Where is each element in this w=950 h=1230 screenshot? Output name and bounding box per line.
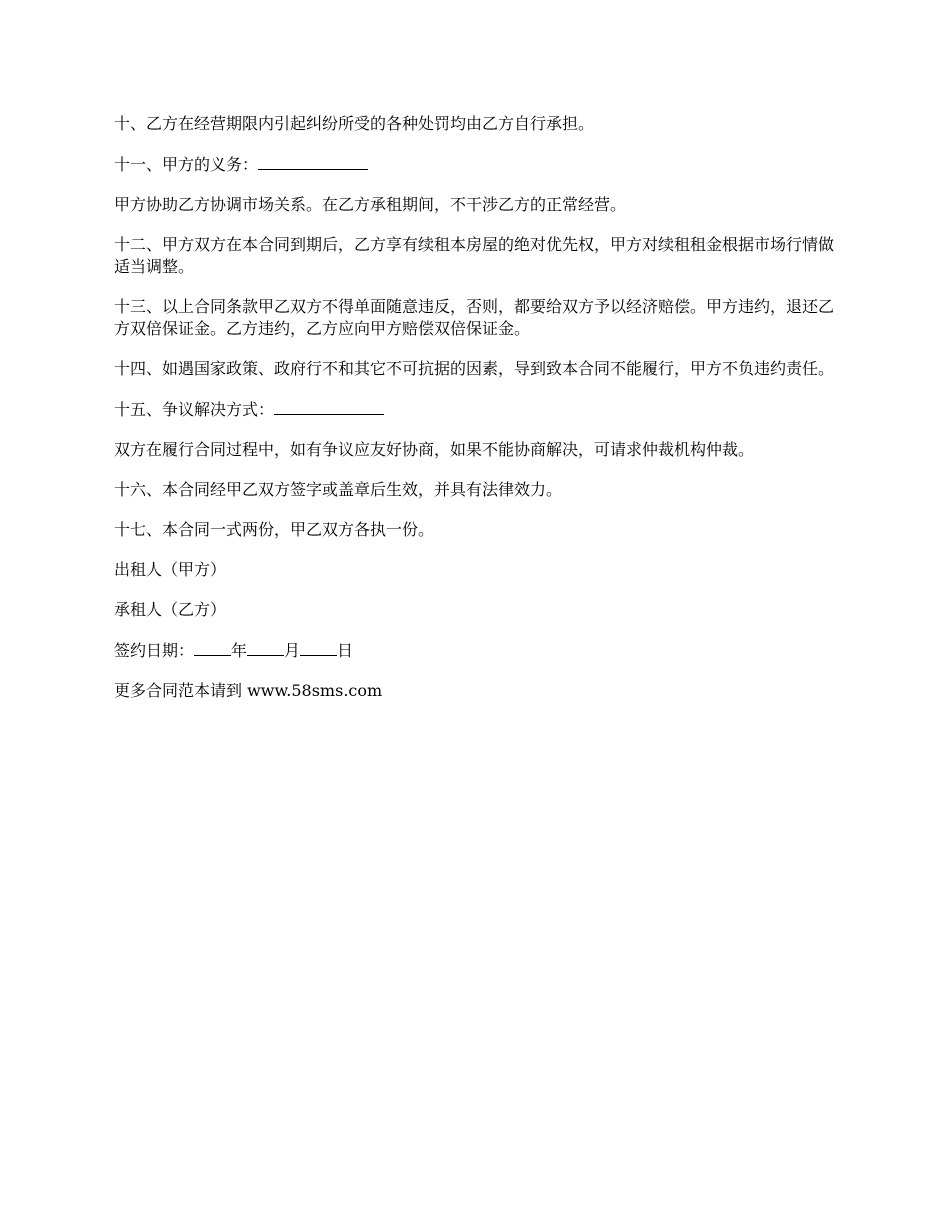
month-label: 月 [284, 641, 301, 660]
day-blank [300, 639, 337, 656]
lessor-label: 出租人（甲方） [114, 560, 227, 579]
footer-note: 更多合同范本请到 www.58sms.com [114, 681, 383, 700]
month-blank [247, 639, 284, 656]
clause-15-blank [274, 398, 384, 415]
clause-17: 十七、本合同一式两份，甲乙双方各执一份。 [114, 520, 435, 539]
clause-11-blank [258, 153, 368, 170]
clause-15-body: 双方在履行合同过程中，如有争议应友好协商，如果不能协商解决，可请求仲裁机构仲裁。 [114, 440, 755, 459]
year-blank [194, 639, 231, 656]
clause-15 [114, 398, 844, 421]
clause-13: 十三、以上合同条款甲乙双方不得单面随意违反，否则，都要给双方予以经济赔偿。甲方违约，退还乙方双倍保证金。乙方违约，乙方应向甲方赔偿双倍保证金。 [114, 297, 835, 338]
clause-12: 十二、甲方双方在本合同到期后，乙方享有续租本房屋的绝对优先权，甲方对续租租金根据市场行情做适当调整。 [114, 235, 835, 276]
clause-11-body: 甲方协助乙方协调市场关系。在乙方承租期间，不干涉乙方的正常经营。 [114, 195, 627, 214]
day-label: 日 [337, 641, 354, 660]
clause-15-label: 十五、争议解决方式： [114, 400, 275, 419]
document-page [114, 113, 844, 720]
clause-10: 十、乙方在经营期限内引起纠纷所受的各种处罚均由乙方自行承担。 [114, 114, 595, 133]
lessee-label: 承租人（乙方） [114, 600, 227, 619]
signing-date [114, 639, 844, 662]
clause-14: 十四、如遇国家政策、政府行不和其它不可抗据的因素，导到致本合同不能履行，甲方不负违约责任。 [114, 359, 835, 378]
clause-16: 十六、本合同经甲乙双方签字或盖章后生效，并具有法律效力。 [114, 480, 563, 499]
clause-11-label: 十一、甲方的义务： [114, 155, 259, 174]
signing-date-label: 签约日期： [114, 641, 195, 660]
clause-11 [114, 153, 844, 176]
year-label: 年 [231, 641, 248, 660]
